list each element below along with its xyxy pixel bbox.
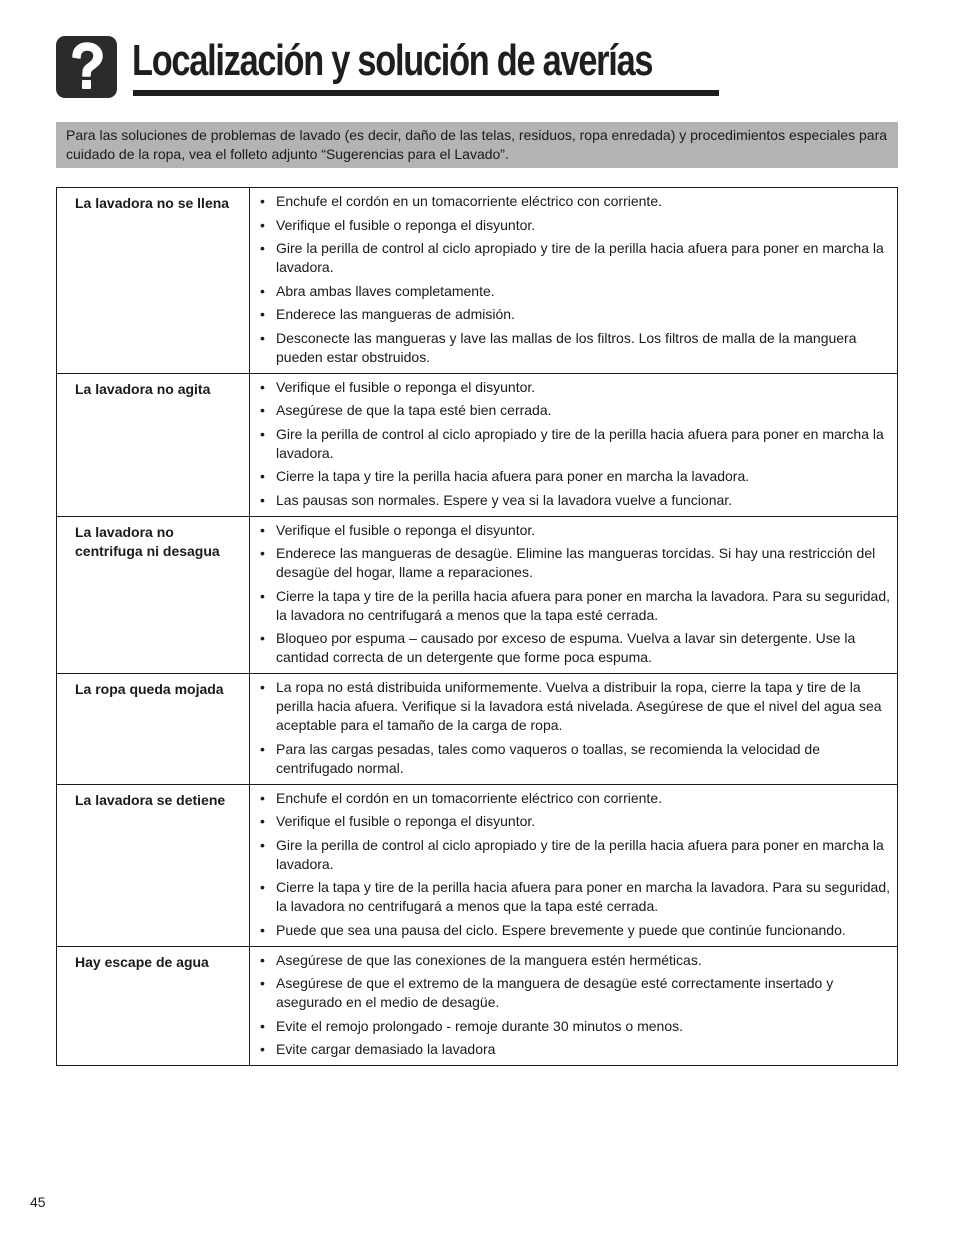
table-row bbox=[57, 516, 898, 674]
solution-item: • Evite cargar demasiado la lavadora bbox=[260, 1040, 891, 1059]
solution-list bbox=[260, 192, 891, 367]
table-row bbox=[57, 946, 898, 1066]
problem-label: La lavadora no agita bbox=[57, 373, 250, 516]
solution-item: • Enchufe el cordón en un tomacorriente eléctrico con corriente. bbox=[260, 192, 891, 211]
solution-list bbox=[260, 789, 891, 940]
solution-item: • Asegúrese de que la tapa esté bien cerrada. bbox=[260, 401, 891, 420]
solution-item: • Bloqueo por espuma – causado por exceso de espuma. Vuelva a lavar sin detergente. Use la cantidad correcta de un detergente que forme poca espuma. bbox=[260, 629, 891, 667]
solution-list bbox=[260, 951, 891, 1060]
problem-label: Hay escape de agua bbox=[57, 946, 250, 1066]
solution-list bbox=[260, 521, 891, 668]
solution-item: • La ropa no está distribuida uniformemente. Vuelva a distribuir la ropa, cierre la tapa y tire de la perilla hacia afuera. Verifique si la lavadora está nivelada. Asegúrese de que el nivel del agua sea aceptable para el tamaño de la carga de ropa. bbox=[260, 678, 891, 735]
solution-item: • Enderece las mangueras de desagüe. Elimine las mangueras torcidas. Si hay una restricción del desagüe del hogar, llame a reparaciones. bbox=[260, 544, 891, 582]
solution-item: • Cierre la tapa y tire la perilla hacia afuera para poner en marcha la lavadora. bbox=[260, 467, 891, 486]
page-title: Localización y solución de averías bbox=[132, 36, 653, 85]
solutions-cell bbox=[250, 784, 898, 946]
intro-note: Para las soluciones de problemas de lavado (es decir, daño de las telas, residuos, ropa enredada) y procedimientos especiales para cuidado de la ropa, vea el folleto adjunto “Sugerencias para el Lavado”. bbox=[56, 122, 898, 168]
solutions-cell bbox=[250, 516, 898, 674]
table-row bbox=[57, 674, 898, 785]
solution-item: • Asegúrese de que el extremo de la manguera de desagüe esté correctamente insertado y asegurado en el medio de desagüe. bbox=[260, 974, 891, 1012]
solution-item: • Verifique el fusible o reponga el disyuntor. bbox=[260, 521, 891, 540]
solution-item: • Verifique el fusible o reponga el disyuntor. bbox=[260, 378, 891, 397]
solution-item: • Gire la perilla de control al ciclo apropiado y tire de la perilla hacia afuera para poner en marcha la lavadora. bbox=[260, 836, 891, 874]
problem-label: La lavadora no centrifuga ni desagua bbox=[57, 516, 250, 674]
troubleshooting-table bbox=[56, 187, 898, 1066]
problem-label: La lavadora se detiene bbox=[57, 784, 250, 946]
solution-item: • Enchufe el cordón en un tomacorriente eléctrico con corriente. bbox=[260, 789, 891, 808]
table-row bbox=[57, 188, 898, 374]
problem-label: La lavadora no se llena bbox=[57, 188, 250, 374]
solutions-cell bbox=[250, 674, 898, 785]
solution-item: • Cierre la tapa y tire de la perilla hacia afuera para poner en marcha la lavadora. Para su seguridad, la lavadora no centrifugará a menos que la tapa esté cerrada. bbox=[260, 878, 891, 916]
page-header bbox=[56, 36, 720, 98]
page-number: 45 bbox=[30, 1194, 46, 1210]
solution-item: • Desconecte las mangueras y lave las mallas de los filtros. Los filtros de malla de la manguera pueden estar obstruidos. bbox=[260, 329, 891, 367]
solutions-cell bbox=[250, 373, 898, 516]
title-underline bbox=[133, 90, 719, 96]
solution-item: • Evite el remojo prolongado - remoje durante 30 minutos o menos. bbox=[260, 1017, 891, 1036]
table-row bbox=[57, 373, 898, 516]
solution-item: • Puede que sea una pausa del ciclo. Espere brevemente y puede que continúe funcionando. bbox=[260, 921, 891, 940]
solution-item: • Gire la perilla de control al ciclo apropiado y tire de la perilla hacia afuera para poner en marcha la lavadora. bbox=[260, 425, 891, 463]
solution-item: • Gire la perilla de control al ciclo apropiado y tire de la perilla hacia afuera para poner en marcha la lavadora. bbox=[260, 239, 891, 277]
solution-item: • Cierre la tapa y tire de la perilla hacia afuera para poner en marcha la lavadora. Para su seguridad, la lavadora no centrifugará a menos que la tapa esté cerrada. bbox=[260, 587, 891, 625]
question-mark-icon bbox=[56, 36, 117, 98]
solution-list bbox=[260, 678, 891, 778]
solution-item: • Para las cargas pesadas, tales como vaqueros o toallas, se recomienda la velocidad de centrifugado normal. bbox=[260, 740, 891, 778]
solution-item: • Las pausas son normales. Espere y vea si la lavadora vuelve a funcionar. bbox=[260, 491, 891, 510]
solution-item: • Verifique el fusible o reponga el disyuntor. bbox=[260, 812, 891, 831]
problem-label: La ropa queda mojada bbox=[57, 674, 250, 785]
solution-item: • Verifique el fusible o reponga el disyuntor. bbox=[260, 216, 891, 235]
solutions-cell bbox=[250, 946, 898, 1066]
solutions-cell bbox=[250, 188, 898, 374]
solution-item: • Enderece las mangueras de admisión. bbox=[260, 305, 891, 324]
table-row bbox=[57, 784, 898, 946]
solution-item: • Abra ambas llaves completamente. bbox=[260, 282, 891, 301]
solution-item: • Asegúrese de que las conexiones de la manguera estén herméticas. bbox=[260, 951, 891, 970]
solution-list bbox=[260, 378, 891, 510]
